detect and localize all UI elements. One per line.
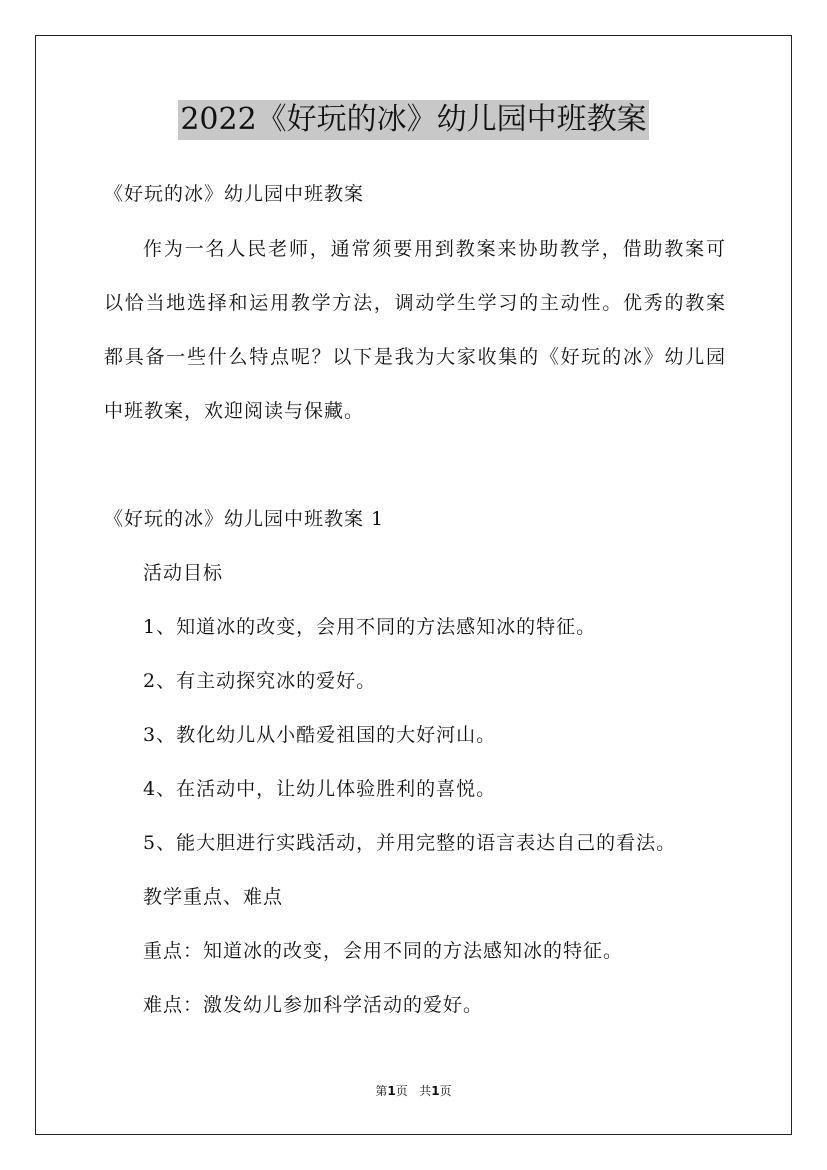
goal-item-4: 4、在活动中，让幼儿体验胜利的喜悦。 [143, 778, 497, 800]
goals-heading: 活动目标 [143, 562, 224, 584]
goal-item-5: 5、能大胆进行实践活动，并用完整的语言表达自己的看法。 [143, 832, 677, 854]
document-title: 2022《好玩的冰》幼儿园中班教案 [178, 100, 648, 140]
goal-item-3: 3、教化幼儿从小酷爱祖国的大好河山。 [143, 724, 497, 746]
page-suffix: 页 [395, 1084, 408, 1098]
key-points-heading: 教学重点、难点 [143, 886, 284, 908]
goal-item-2: 2、有主动探究冰的爱好。 [143, 670, 377, 692]
goal-item-1: 1、知道冰的改变，会用不同的方法感知冰的特征。 [143, 616, 597, 638]
difficult-point: 难点：激发幼儿参加科学活动的爱好。 [143, 994, 484, 1016]
title-container [0, 100, 827, 140]
intro-line-4: 中班教案，欢迎阅读与保藏。 [104, 400, 365, 422]
intro-line-2: 以恰当地选择和运用教学方法，调动学生学习的主动性。优秀的教案 [104, 292, 726, 314]
section-heading: 《好玩的冰》幼儿园中班教案 1 [104, 508, 385, 530]
page-prefix: 第 [375, 1084, 388, 1098]
key-point: 重点：知道冰的改变，会用不同的方法感知冰的特征。 [143, 940, 624, 962]
intro-line-3: 都具备一些什么特点呢？以下是我为大家收集的《好玩的冰》幼儿园 [104, 346, 726, 368]
page-number: 1 [387, 1084, 396, 1098]
total-suffix: 页 [439, 1084, 452, 1098]
page-footer [0, 1083, 827, 1099]
intro-line-1: 作为一名人民老师，通常须要用到教案来协助教学，借助教案可 [143, 238, 726, 260]
total-pages: 1 [431, 1084, 440, 1098]
total-prefix: 共 [419, 1084, 432, 1098]
document-subtitle: 《好玩的冰》幼儿园中班教案 [104, 183, 365, 205]
